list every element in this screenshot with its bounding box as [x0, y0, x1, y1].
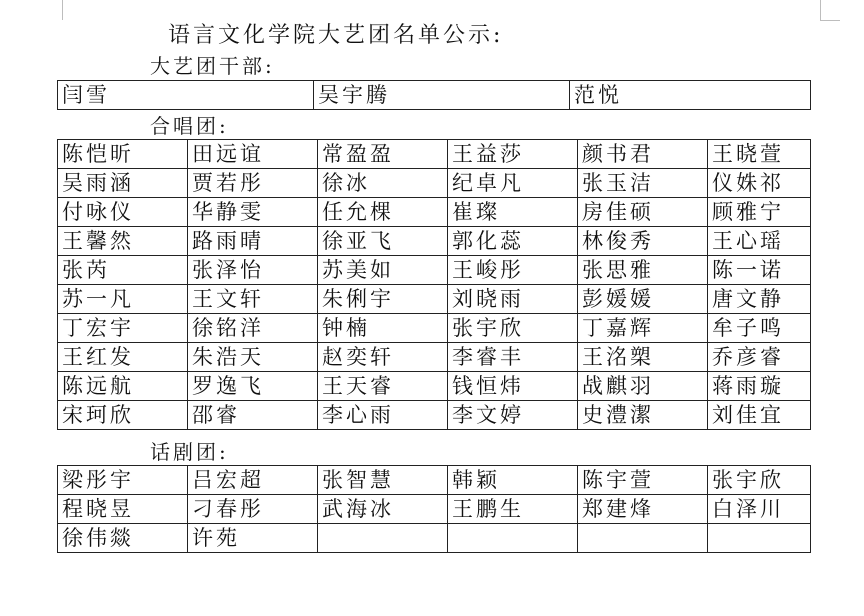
- table-cell: 张思雅: [578, 256, 708, 285]
- table-row: [58, 285, 811, 314]
- table-cell: 罗逸飞: [188, 372, 318, 401]
- table-cell: 吴宇腾: [314, 81, 570, 110]
- page-corner-mark-right-horizontal: [820, 20, 840, 21]
- cadre-table: [57, 80, 811, 110]
- table-cell: 许苑: [188, 524, 318, 553]
- table-cell: 徐伟燚: [58, 524, 188, 553]
- document-title: 语言文化学院大艺团名单公示:: [168, 23, 504, 48]
- table-cell: 王红发: [58, 343, 188, 372]
- table-cell: 李睿丰: [448, 343, 578, 372]
- drama-table: [57, 465, 811, 553]
- table-cell: 史澧潔: [578, 401, 708, 430]
- page-corner-mark-right: [820, 0, 821, 20]
- table-cell: 程晓昱: [58, 495, 188, 524]
- table-row: [58, 198, 811, 227]
- table-cell: [578, 524, 708, 553]
- table-cell: 闫雪: [58, 81, 314, 110]
- table-cell: 梁彤宇: [58, 466, 188, 495]
- table-cell: 宋珂欣: [58, 401, 188, 430]
- table-cell: 张玉洁: [578, 169, 708, 198]
- table-cell: 华静雯: [188, 198, 318, 227]
- table-cell: 徐铭洋: [188, 314, 318, 343]
- table-cell: 王心瑶: [708, 227, 811, 256]
- page-corner-mark-left: [62, 0, 63, 20]
- table-cell: 吴雨涵: [58, 169, 188, 198]
- table-cell: 彭媛媛: [578, 285, 708, 314]
- table-cell: 王鹏生: [448, 495, 578, 524]
- table-cell: 李心雨: [318, 401, 448, 430]
- table-cell: 张宇欣: [448, 314, 578, 343]
- table-cell: 郭化蕊: [448, 227, 578, 256]
- table-cell: 王洺槊: [578, 343, 708, 372]
- table-cell: 苏美如: [318, 256, 448, 285]
- table-cell: 徐亚飞: [318, 227, 448, 256]
- table-cell: 乔彦睿: [708, 343, 811, 372]
- table-cell: 林俊秀: [578, 227, 708, 256]
- table-cell: 王天睿: [318, 372, 448, 401]
- table-cell: 颜书君: [578, 140, 708, 169]
- table-cell: 朱俐宇: [318, 285, 448, 314]
- table-row: [58, 401, 811, 430]
- table-cell: 刘佳宜: [708, 401, 811, 430]
- table-cell: 韩颖: [448, 466, 578, 495]
- table-cell: 李文婷: [448, 401, 578, 430]
- table-cell: 邵睿: [188, 401, 318, 430]
- table-cell: 苏一凡: [58, 285, 188, 314]
- table-cell: [318, 524, 448, 553]
- table-cell: [448, 524, 578, 553]
- table-row: [58, 495, 811, 524]
- table-cell: 徐冰: [318, 169, 448, 198]
- table-cell: 崔璨: [448, 198, 578, 227]
- table-cell: 唐文静: [708, 285, 811, 314]
- table-cell: 吕宏超: [188, 466, 318, 495]
- table-row: [58, 314, 811, 343]
- table-cell: 王馨然: [58, 227, 188, 256]
- section-label-choir: 合唱团:: [150, 114, 229, 138]
- section-label-drama: 话剧团:: [150, 440, 229, 464]
- table-row: [58, 140, 811, 169]
- table-cell: 王峻彤: [448, 256, 578, 285]
- table-cell: 陈恺昕: [58, 140, 188, 169]
- table-cell: 牟子鸣: [708, 314, 811, 343]
- table-cell: 赵奕轩: [318, 343, 448, 372]
- table-cell: 贾若彤: [188, 169, 318, 198]
- table-cell: 仪姝祁: [708, 169, 811, 198]
- table-row: [58, 466, 811, 495]
- table-cell: 张智慧: [318, 466, 448, 495]
- table-cell: 张泽怡: [188, 256, 318, 285]
- table-cell: 战麒羽: [578, 372, 708, 401]
- table-cell: 朱浩天: [188, 343, 318, 372]
- table-cell: 付咏仪: [58, 198, 188, 227]
- table-cell: 王益莎: [448, 140, 578, 169]
- table-cell: 郑建烽: [578, 495, 708, 524]
- table-row: [58, 169, 811, 198]
- table-cell: 陈远航: [58, 372, 188, 401]
- table-cell: 张宇欣: [708, 466, 811, 495]
- table-cell: 陈一诺: [708, 256, 811, 285]
- table-cell: 房佳硕: [578, 198, 708, 227]
- table-cell: 武海冰: [318, 495, 448, 524]
- table-cell: 顾雅宁: [708, 198, 811, 227]
- section-label-cadre: 大艺团干部:: [150, 54, 275, 78]
- table-cell: 王晓萱: [708, 140, 811, 169]
- table-row: [58, 81, 811, 110]
- table-cell: [708, 524, 811, 553]
- table-row: [58, 524, 811, 553]
- table-cell: 钟楠: [318, 314, 448, 343]
- table-cell: 纪卓凡: [448, 169, 578, 198]
- table-cell: 丁宏宇: [58, 314, 188, 343]
- table-row: [58, 227, 811, 256]
- table-cell: 路雨晴: [188, 227, 318, 256]
- table-cell: 任允棵: [318, 198, 448, 227]
- table-cell: 张芮: [58, 256, 188, 285]
- table-row: [58, 343, 811, 372]
- table-cell: 白泽川: [708, 495, 811, 524]
- table-cell: 蒋雨璇: [708, 372, 811, 401]
- table-cell: 王文轩: [188, 285, 318, 314]
- table-row: [58, 372, 811, 401]
- table-cell: 刘晓雨: [448, 285, 578, 314]
- table-row: [58, 256, 811, 285]
- table-cell: 刁春彤: [188, 495, 318, 524]
- table-cell: 陈宇萱: [578, 466, 708, 495]
- table-cell: 范悦: [570, 81, 811, 110]
- table-cell: 常盈盈: [318, 140, 448, 169]
- choir-table: [57, 139, 811, 430]
- table-cell: 丁嘉辉: [578, 314, 708, 343]
- table-cell: 钱恒炜: [448, 372, 578, 401]
- table-cell: 田远谊: [188, 140, 318, 169]
